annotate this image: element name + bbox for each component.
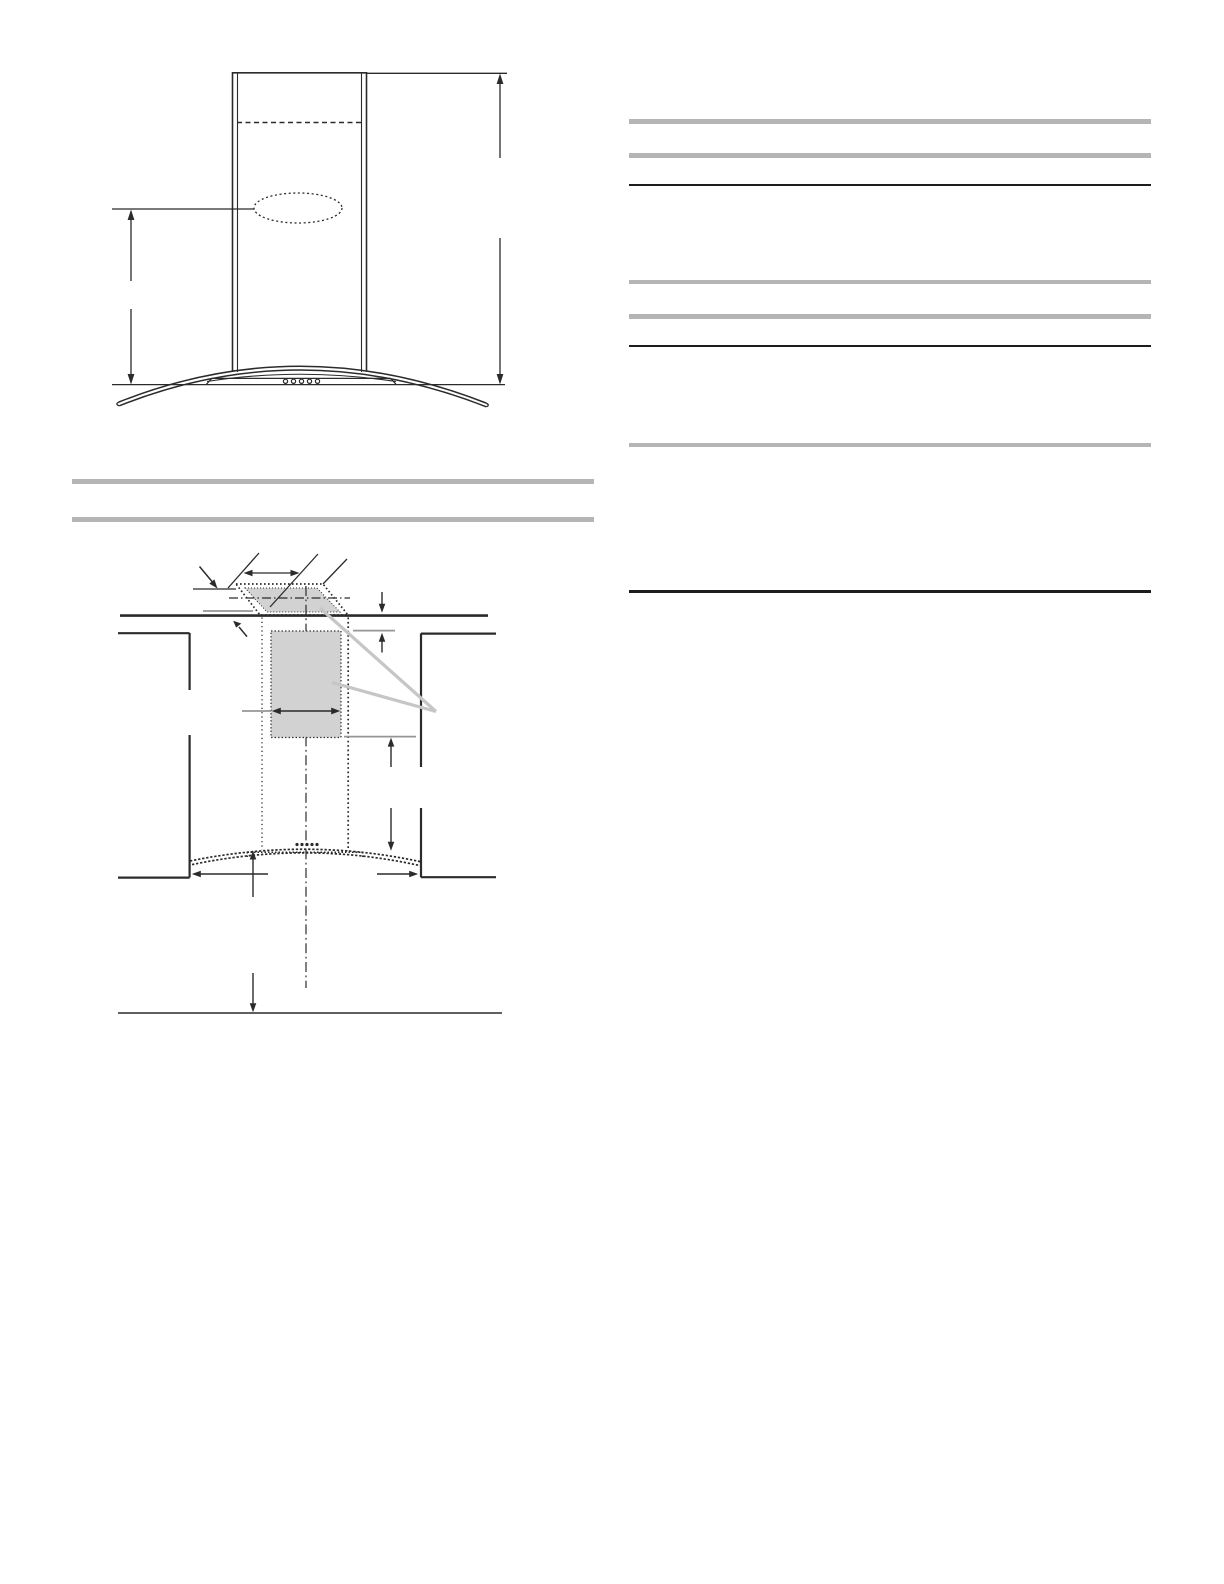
- right-dimension-arrow: [367, 73, 507, 384]
- vent-outlet-dotted-ellipse: [254, 193, 342, 223]
- hood-front-view-figure: [112, 73, 507, 407]
- hood-buttons-dots: [295, 843, 318, 846]
- control-buttons: [283, 379, 319, 383]
- hood-to-cooktop-dimension: [250, 851, 257, 1013]
- glass-canopy: [117, 366, 488, 407]
- chimney-duct-cover: [233, 73, 367, 372]
- installation-clearance-figure: [118, 553, 502, 1013]
- ceiling-callout-arrow-lower: [233, 621, 247, 637]
- ceiling-callout-arrow-upper: [200, 567, 218, 589]
- opening-to-hood-dimension: [344, 737, 416, 851]
- cabinet-clearance-arrows: [192, 871, 418, 877]
- left-cabinet: [118, 633, 190, 878]
- ceiling-opening-shaded: [245, 588, 340, 612]
- ceiling-opening-width-arrow: [244, 570, 300, 576]
- wall-opening-shaded: [271, 631, 341, 738]
- right-cabinet: [421, 633, 496, 877]
